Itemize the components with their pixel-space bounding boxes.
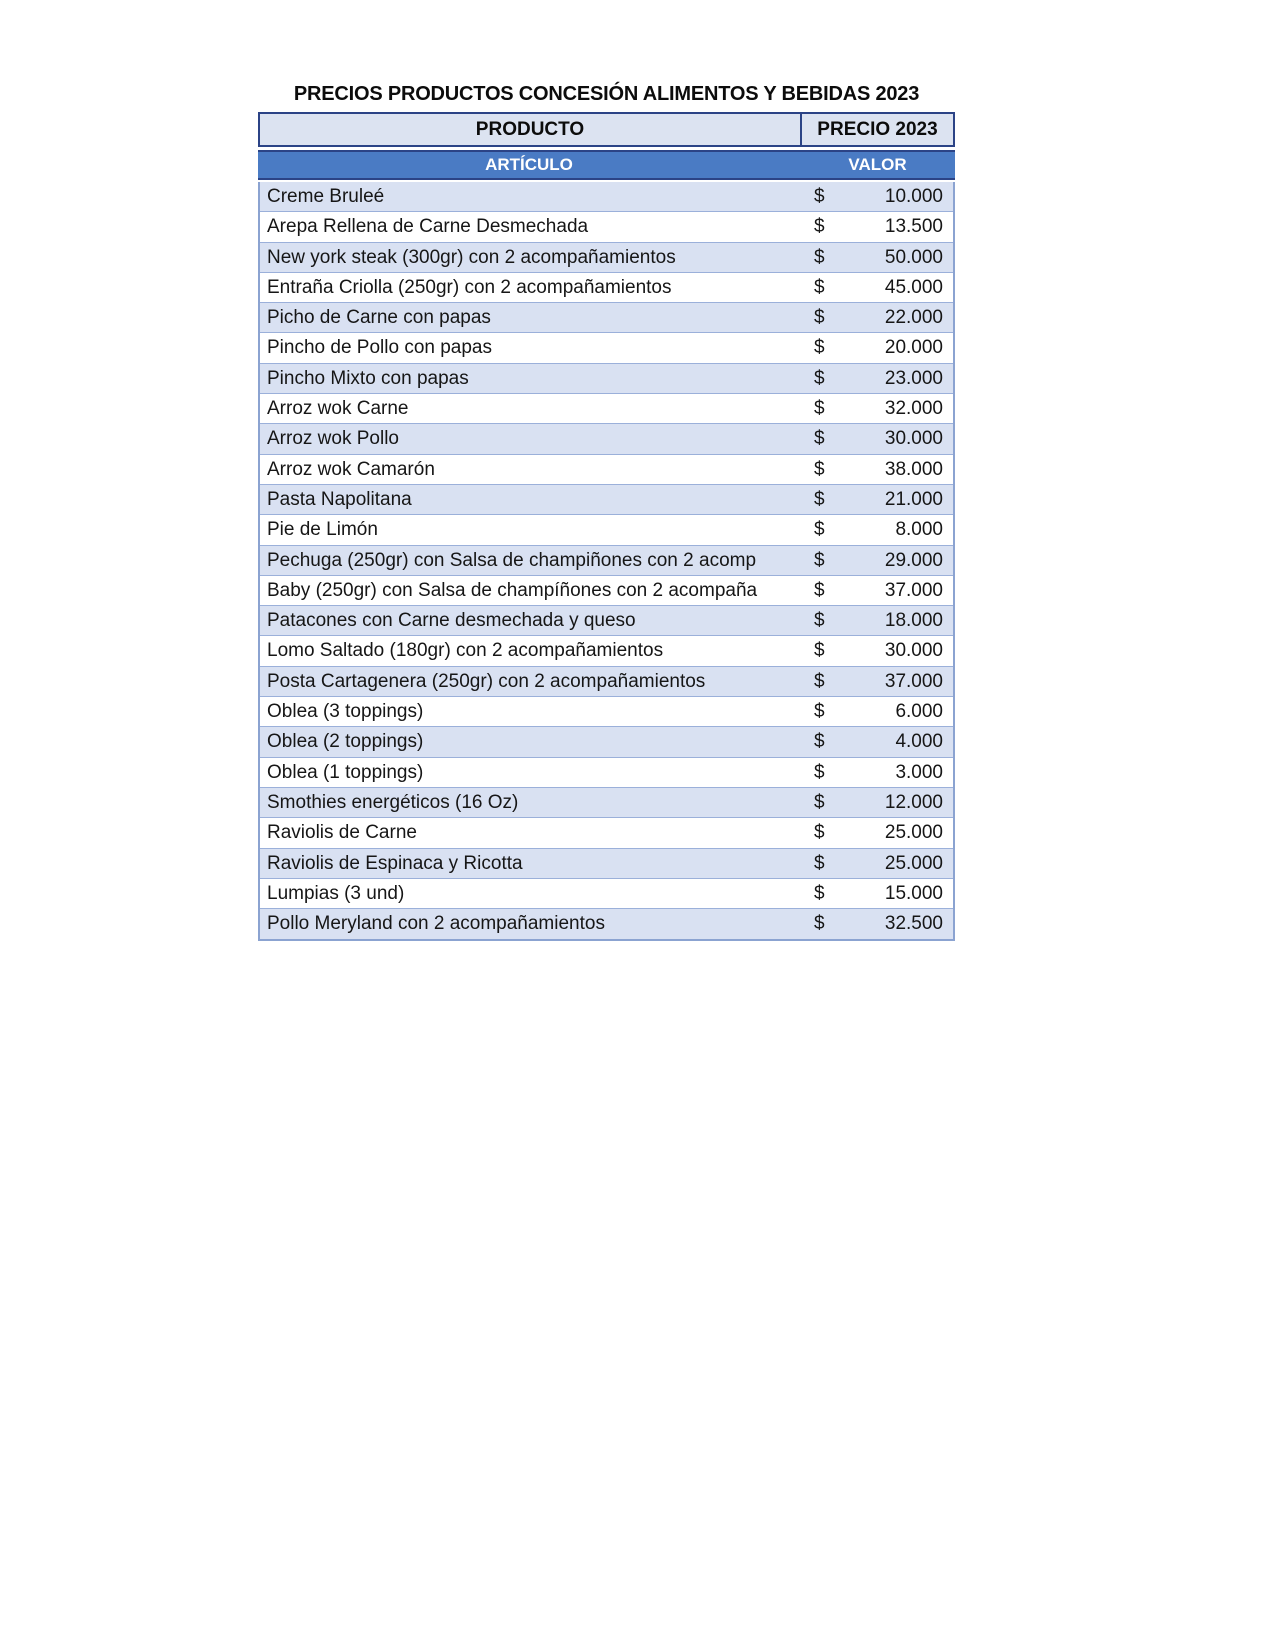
price-value: 18.000 xyxy=(884,610,943,632)
price-cell xyxy=(800,879,953,908)
price-value: 29.000 xyxy=(884,549,943,571)
price-value: 45.000 xyxy=(884,276,943,298)
product-name: Posta Cartagenera (250gr) con 2 acompañamientos xyxy=(267,670,706,692)
price-cell xyxy=(800,606,953,635)
table-body xyxy=(258,182,955,941)
price-value: 25.000 xyxy=(884,822,943,844)
price-value: 37.000 xyxy=(884,670,943,692)
price-value: 23.000 xyxy=(884,367,943,389)
currency-symbol: $ xyxy=(814,852,825,874)
price-cell xyxy=(800,727,953,756)
product-name: Patacones con Carne desmechada y queso xyxy=(267,610,636,632)
price-value: 4.000 xyxy=(895,731,943,753)
price-value: 32.000 xyxy=(884,398,943,420)
price-cell xyxy=(800,515,953,544)
product-name: Creme Bruleé xyxy=(267,186,385,207)
table-row xyxy=(260,394,953,424)
price-cell xyxy=(800,546,953,575)
currency-symbol: $ xyxy=(814,610,825,632)
price-value: 30.000 xyxy=(884,428,943,450)
table-row xyxy=(260,606,953,636)
price-value: 12.000 xyxy=(884,791,943,813)
price-value: 15.000 xyxy=(884,882,943,904)
product-name: Baby (250gr) con Salsa de champíñones con 2 acompaña xyxy=(267,579,758,601)
product-name: Pie de Limón xyxy=(267,519,378,541)
table-row xyxy=(260,515,953,545)
product-name: Arepa Rellena de Carne Desmechada xyxy=(267,216,589,238)
price-cell xyxy=(800,455,953,484)
price-value: 3.000 xyxy=(895,761,943,783)
product-name: Pincho Mixto con papas xyxy=(267,367,469,389)
table-row xyxy=(260,273,953,303)
table-row xyxy=(260,364,953,394)
product-name: Pincho de Pollo con papas xyxy=(267,337,492,359)
currency-symbol: $ xyxy=(814,246,825,268)
currency-symbol: $ xyxy=(814,882,825,904)
currency-symbol: $ xyxy=(814,458,825,480)
currency-symbol: $ xyxy=(814,186,825,207)
price-cell xyxy=(800,394,953,423)
currency-symbol: $ xyxy=(814,913,825,935)
price-value: 20.000 xyxy=(884,337,943,359)
product-name: Raviolis de Espinaca y Ricotta xyxy=(267,852,523,874)
header-precio-2023: PRECIO 2023 xyxy=(817,118,938,140)
price-cell xyxy=(800,364,953,393)
table-row xyxy=(260,455,953,485)
currency-symbol: $ xyxy=(814,640,825,662)
price-cell xyxy=(800,758,953,787)
price-value: 50.000 xyxy=(884,246,943,268)
price-cell xyxy=(800,667,953,696)
currency-symbol: $ xyxy=(814,216,825,238)
currency-symbol: $ xyxy=(814,276,825,298)
currency-symbol: $ xyxy=(814,822,825,844)
currency-symbol: $ xyxy=(814,701,825,723)
currency-symbol: $ xyxy=(814,579,825,601)
product-name: Pasta Napolitana xyxy=(267,488,412,510)
table-row xyxy=(260,243,953,273)
table-row xyxy=(260,758,953,788)
currency-symbol: $ xyxy=(814,761,825,783)
price-value: 10.000 xyxy=(884,186,943,207)
currency-symbol: $ xyxy=(814,307,825,329)
price-value: 22.000 xyxy=(884,307,943,329)
price-cell xyxy=(800,818,953,847)
table-row xyxy=(260,727,953,757)
currency-symbol: $ xyxy=(814,549,825,571)
price-value: 21.000 xyxy=(884,488,943,510)
price-cell xyxy=(800,788,953,817)
product-name: Entraña Criolla (250gr) con 2 acompañamientos xyxy=(267,276,672,298)
price-cell xyxy=(800,243,953,272)
table-header-row-1 xyxy=(258,112,955,147)
product-name: New york steak (300gr) con 2 acompañamientos xyxy=(267,246,676,268)
product-name: Arroz wok Pollo xyxy=(267,428,399,450)
table-row xyxy=(260,485,953,515)
product-name: Pollo Meryland con 2 acompañamientos xyxy=(267,913,605,935)
price-cell xyxy=(800,909,953,939)
price-value: 8.000 xyxy=(895,519,943,541)
price-cell xyxy=(800,849,953,878)
price-value: 38.000 xyxy=(884,458,943,480)
table-row xyxy=(260,636,953,666)
currency-symbol: $ xyxy=(814,428,825,450)
product-name: Picho de Carne con papas xyxy=(267,307,491,329)
price-value: 30.000 xyxy=(884,640,943,662)
product-name: Arroz wok Carne xyxy=(267,398,409,420)
currency-symbol: $ xyxy=(814,337,825,359)
price-value: 6.000 xyxy=(895,701,943,723)
table-row xyxy=(260,788,953,818)
table-row xyxy=(260,546,953,576)
currency-symbol: $ xyxy=(814,731,825,753)
currency-symbol: $ xyxy=(814,519,825,541)
page-title: PRECIOS PRODUCTOS CONCESIÓN ALIMENTOS Y BEBIDAS 2023 xyxy=(293,83,920,105)
product-name: Raviolis de Carne xyxy=(267,822,417,844)
price-cell xyxy=(800,333,953,362)
price-cell xyxy=(800,576,953,605)
price-cell xyxy=(800,303,953,332)
table-header-row-2 xyxy=(258,150,955,180)
table-row xyxy=(260,849,953,879)
table-row xyxy=(260,909,953,939)
product-name: Arroz wok Camarón xyxy=(267,458,435,480)
price-cell xyxy=(800,273,953,302)
header-articulo: ARTÍCULO xyxy=(485,155,573,174)
product-name: Lumpias (3 und) xyxy=(267,882,405,904)
header-valor: VALOR xyxy=(848,155,907,174)
product-name: Lomo Saltado (180gr) con 2 acompañamientos xyxy=(267,640,664,662)
table-row xyxy=(260,212,953,242)
price-value: 32.500 xyxy=(884,913,943,935)
table-row xyxy=(260,333,953,363)
currency-symbol: $ xyxy=(814,791,825,813)
header-producto: PRODUCTO xyxy=(260,114,802,145)
table-row xyxy=(260,303,953,333)
price-cell xyxy=(800,636,953,665)
table-row xyxy=(260,879,953,909)
table-row xyxy=(260,182,953,212)
price-table xyxy=(258,112,955,941)
price-value: 25.000 xyxy=(884,852,943,874)
product-name: Oblea (2 toppings) xyxy=(267,731,424,753)
currency-symbol: $ xyxy=(814,488,825,510)
currency-symbol: $ xyxy=(814,398,825,420)
currency-symbol: $ xyxy=(814,670,825,692)
product-name: Pechuga (250gr) con Salsa de champiñones con 2 acomp xyxy=(267,549,757,571)
product-name: Oblea (1 toppings) xyxy=(267,761,424,783)
product-name: Oblea (3 toppings) xyxy=(267,701,424,723)
currency-symbol: $ xyxy=(814,367,825,389)
product-name: Smothies energéticos (16 Oz) xyxy=(267,791,519,813)
price-cell xyxy=(800,212,953,241)
table-row xyxy=(260,424,953,454)
price-cell xyxy=(800,424,953,453)
price-cell xyxy=(800,182,953,211)
table-row xyxy=(260,697,953,727)
table-row xyxy=(260,667,953,697)
price-cell xyxy=(800,697,953,726)
price-value: 13.500 xyxy=(884,216,943,238)
table-row xyxy=(260,818,953,848)
price-value: 37.000 xyxy=(884,579,943,601)
price-cell xyxy=(800,485,953,514)
table-row xyxy=(260,576,953,606)
